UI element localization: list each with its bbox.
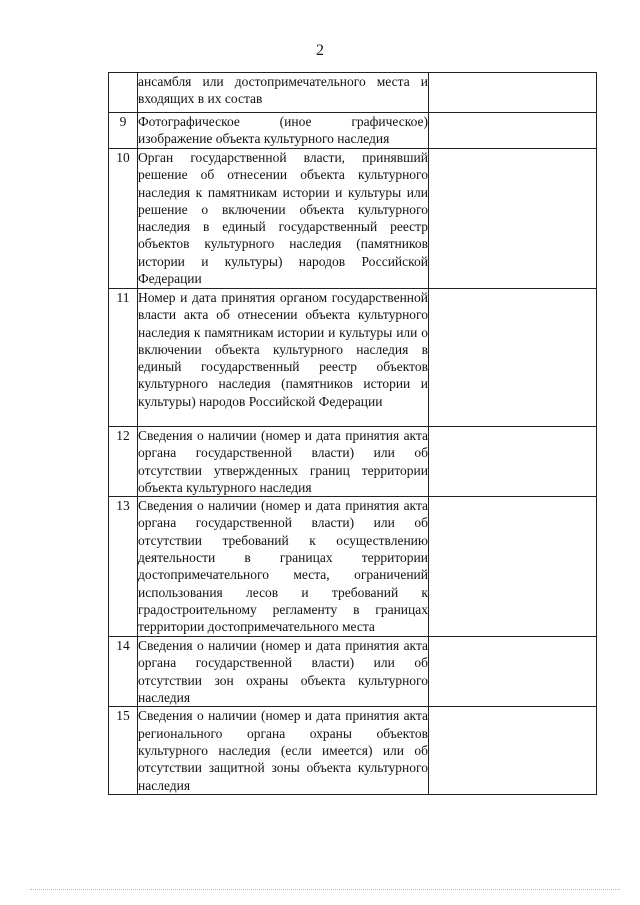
row-description: Сведения о наличии (номер и дата принятия акта органа государственной власти) или об отсутствии зон охраны объекта культурного наследия — [138, 638, 428, 706]
row-value-cell — [429, 149, 597, 289]
row-number: 14 — [109, 637, 138, 707]
row-description: Сведения о наличии (номер и дата принятия акта органа государственной власти) или об отсутствии утвержденных границ территории объекта культурного наследия — [138, 428, 428, 495]
table-row — [109, 497, 597, 637]
row-value-cell — [429, 289, 597, 427]
table-row — [109, 73, 597, 113]
row-number — [109, 73, 138, 113]
row-number: 9 — [109, 113, 138, 149]
row-number: 12 — [109, 427, 138, 497]
table-row — [109, 149, 597, 289]
row-description: Сведения о наличии (номер и дата принятия акта регионального органа охраны объектов культурного наследия (если имеется) или об отсутствии защитной зоны объекта культурного наследия — [138, 707, 429, 795]
row-description: Номер и дата принятия органом государственной власти акта об отнесении объекта культурного наследия к памятникам истории и культуры или о включении объекта культурного наследия в единый государственный реестр объектов культурного наследия (памятников истории и культуры) народов Российской Федерации — [138, 289, 429, 427]
row-value-cell — [429, 427, 597, 497]
row-description: Сведения о наличии (номер и дата принятия акта органа государственной власти) или об отсутствии требований к осуществлению деятельности в границах территории достопримечательного места, ограничений использования лесов и требований к градостроительному регламенту в границах территории достопримечательного места — [138, 497, 429, 637]
page-number: 2 — [316, 42, 324, 59]
row-value-cell — [429, 497, 597, 637]
row-value-cell — [429, 707, 597, 795]
table-row — [109, 113, 597, 149]
row-number: 10 — [109, 149, 138, 289]
table-row — [109, 427, 597, 497]
row-description: Орган государственной власти, принявший решение об отнесении объекта культурного наследия к памятникам истории и культуры или решение о включении объекта культурного наследия в единый государственный реестр объектов культурного наследия (памятников истории и культуры) народов Российской Федерации — [138, 149, 429, 289]
table-row — [109, 637, 597, 707]
table-row — [109, 289, 597, 427]
row-value-cell — [429, 637, 597, 707]
row-value-cell — [429, 113, 597, 149]
row-number: 15 — [109, 707, 138, 795]
row-description: ансамбля или достопримечательного места и входящих в их состав — [138, 73, 429, 113]
heritage-info-table — [108, 72, 597, 795]
row-description: Фотографическое (иное графическое) изображение объекта культурного наследия — [138, 113, 429, 149]
row-value-cell — [429, 73, 597, 113]
row-number: 11 — [109, 289, 138, 427]
table-row — [109, 707, 597, 795]
row-number: 13 — [109, 497, 138, 637]
scan-edge-line — [30, 889, 620, 890]
